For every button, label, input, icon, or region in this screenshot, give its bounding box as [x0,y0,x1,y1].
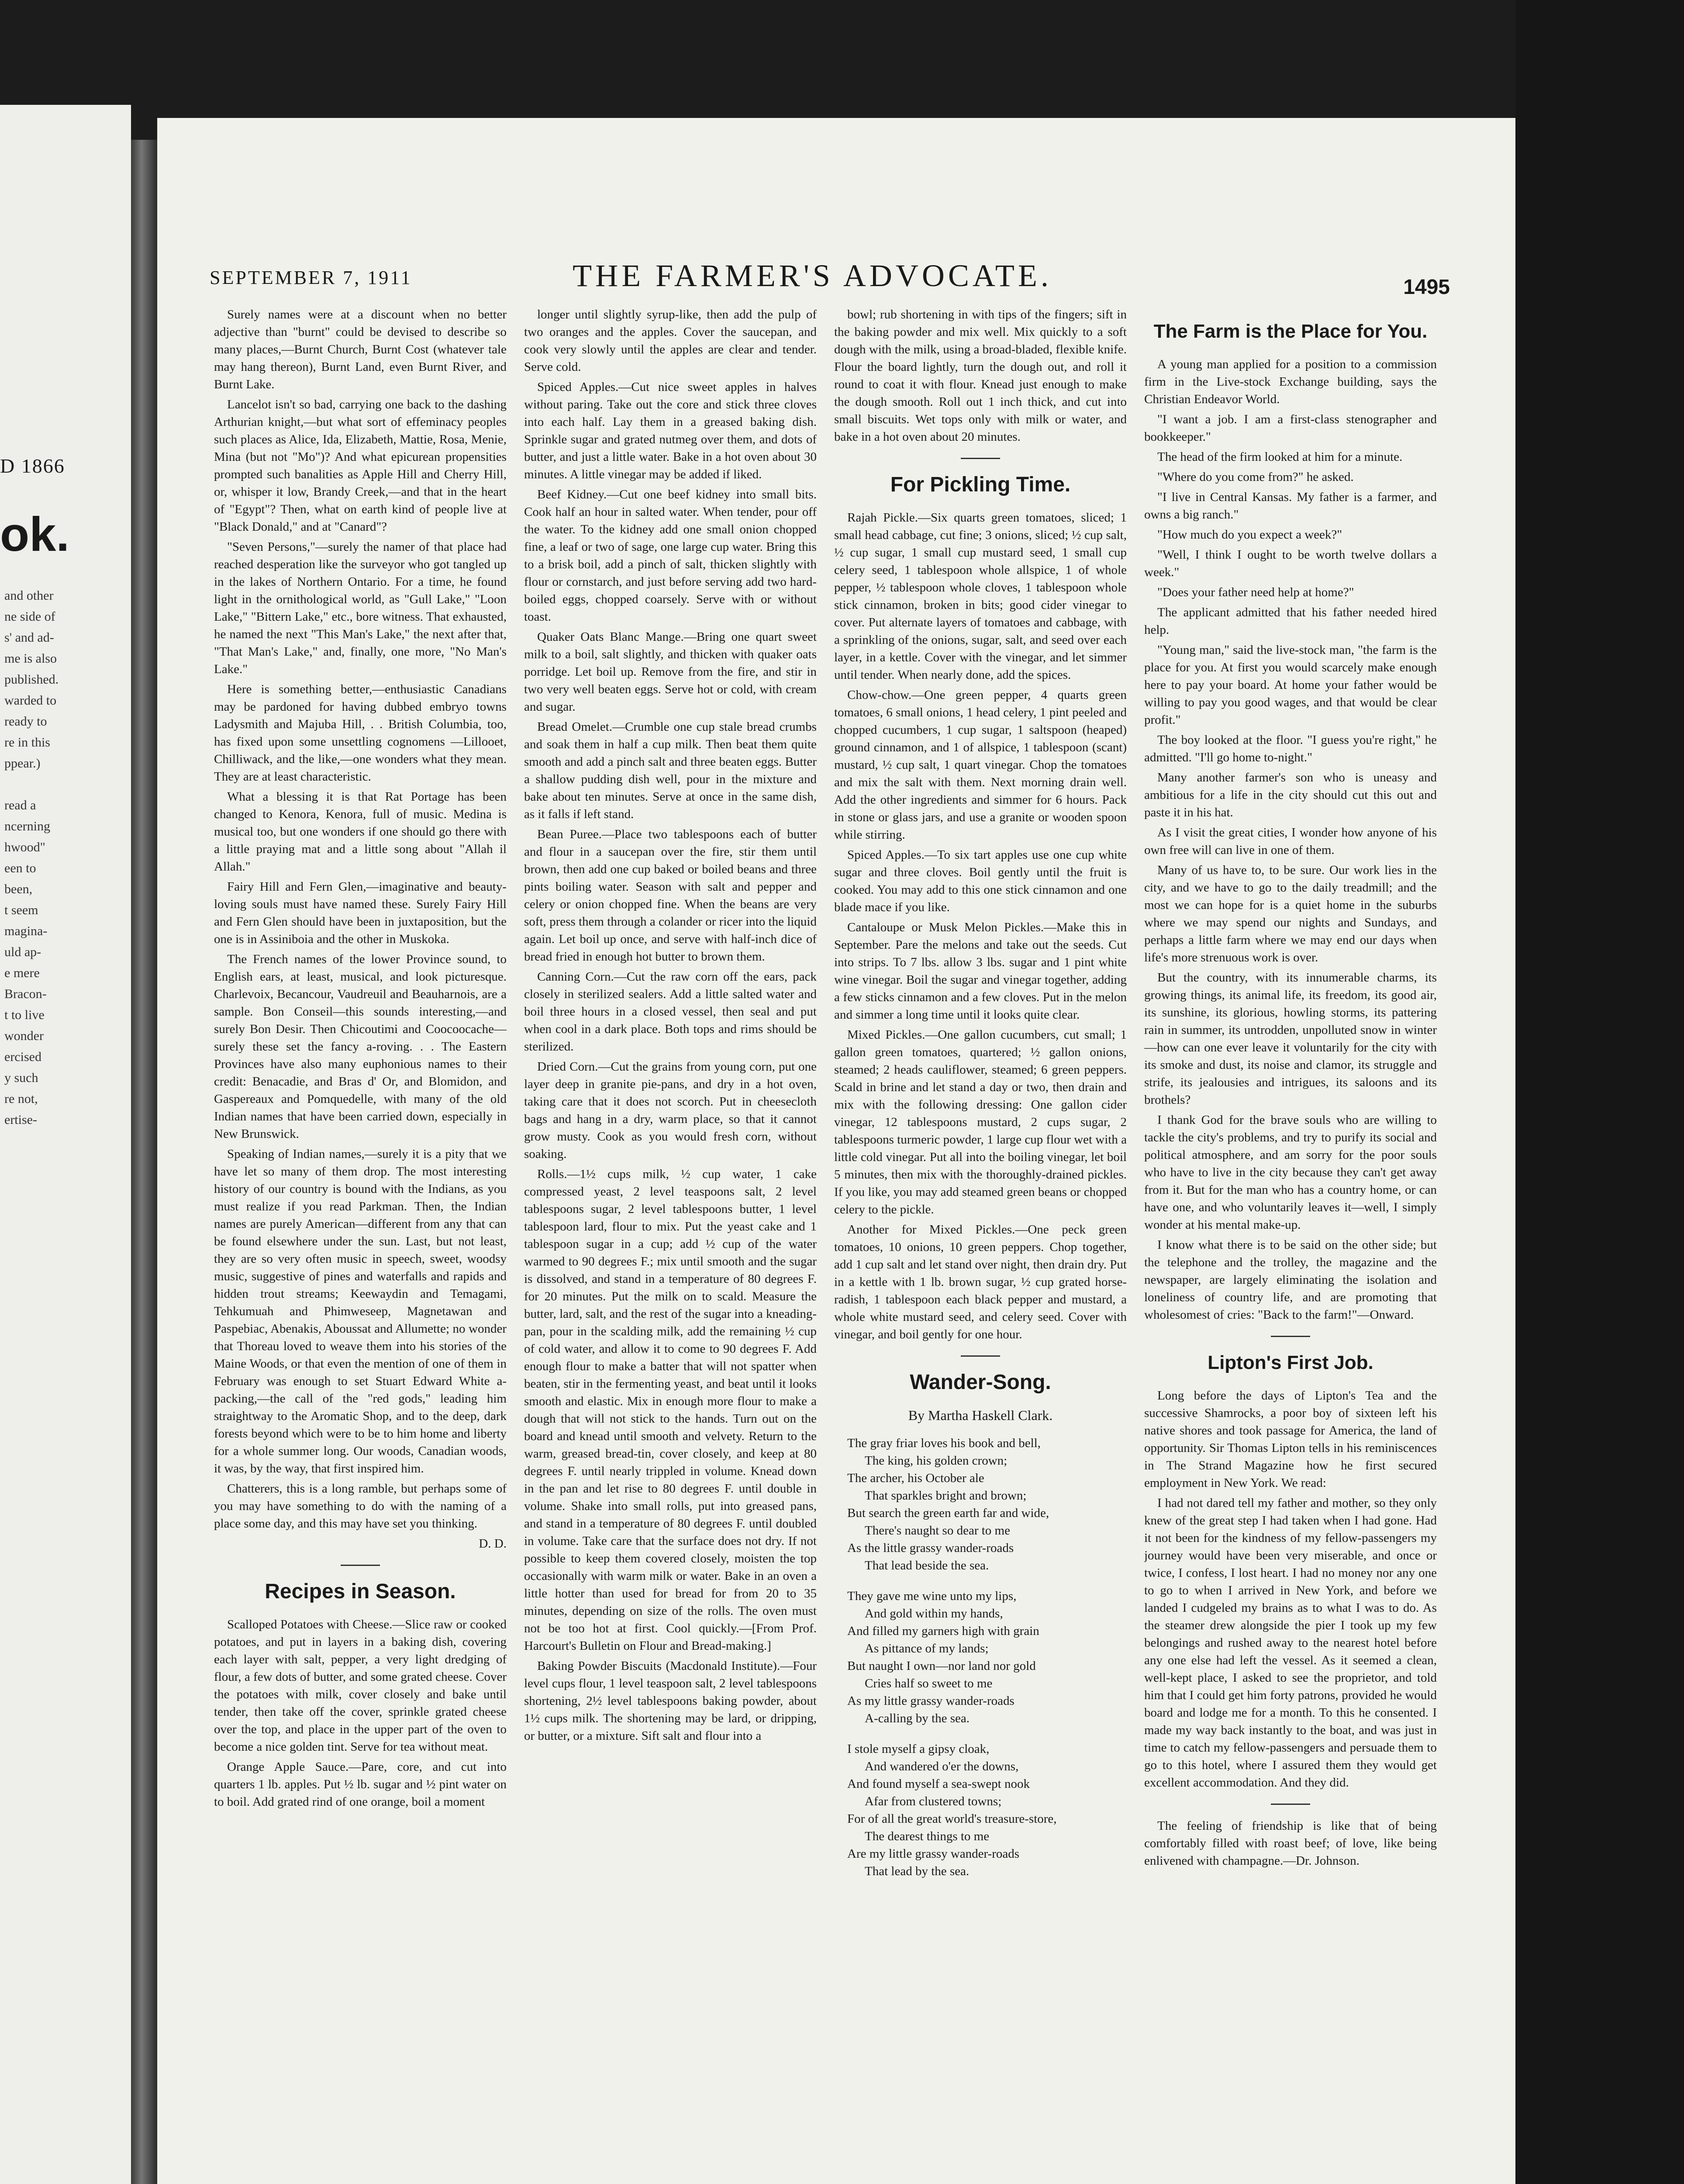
recipes-title: Recipes in Season. [265,1580,456,1603]
paragraph: "Well, I think I ought to be worth twelve dollars a week." [1144,548,1437,579]
fragment-line: me is also [4,651,57,666]
place-names-article [214,306,507,1532]
fragment-line: t to live [4,1008,45,1022]
paragraph: I had not dared tell my father and mother, so they only knew of the great step I had taken when I had gone. Had it not been for the kindness of my fellow-passengers my journey would have been very miserable, and once or twice, I confess, I lost heart. I had no money nor any one to go to when I arrived in New York, and before we landed I cudgeled my brains as to what I was to do. As the steamer drew alongside the pier I took up my few belongings and rushed away to the nearest hotel before any one else had left the vessel. As it seemed a clean, well-kept place, I asked to see the proprietor, and told him that I could get him forty patrons, provided he would board and lodge me for a month. To this he consented. I made my way back instantly to the boat, and was just in time to catch my fellow-passengers and persuade them to go to this hotel, where I assured them they would get excellent accommodation. And they did. [1144,1496,1437,1790]
fragment-line: ncerning [4,819,50,833]
recipe-continued [834,306,1127,446]
paragraph: Many of us have to, to be sure. Our work lies in the city, and we have to go to the daily treadmill; and the most we can hope for is a quiet home in the suburbs where we may spend our nights and Sundays, and perhaps a little farm where we may end our days when life's more strenuous work is over. [1144,863,1437,964]
fragment-line [4,774,127,795]
poem-line: There's naught so dear to me [865,1524,1010,1538]
paragraph: Long before the days of Lipton's Tea and the successive Shamrocks, a poor boy of sixteen left his native shores and took passage for America, the land of opportunity. Sir Thomas Lipton tells in his reminiscences in The Strand Magazine how he first secured employment in New York. We read: [1144,1389,1437,1490]
paragraph: What a blessing it is that Rat Portage has been changed to Kenora, Kenora, full of music. Medina is musical too, but one wonders if one should go there with a little praying mat and a little song about "Allah il Allah." [214,790,507,874]
pickling-title: For Pickling Time. [890,473,1071,496]
paragraph: I know what there is to be said on the other side; but the telephone and the trolley, the magazine and the newspaper, are largely eliminating the isolation and loneliness of country life, and are promoting that wholesomest of cries: "Back to the farm!"—Onward. [1144,1238,1437,1322]
fragment-line: Bracon- [4,987,47,1001]
poem-line: They gave me wine unto my lips, [847,1589,1017,1603]
recipe-paragraph: Quaker Oats Blanc Mange.—Bring one quart sweet milk to a boil, salt slightly, and thicken with quaker oats porridge. Let boil up. Remove from the fire, and stir in two very well beaten eggs. Serve hot or cold, with cream and sugar. [524,630,817,714]
signature: D. D. [479,1537,507,1551]
masthead-title: THE FARMER'S ADVOCATE. [573,258,1052,293]
paragraph: The boy looked at the floor. "I guess you're right," he admitted. "I'll go home to-night." [1144,733,1437,764]
fragment-line: uld ap- [4,945,41,959]
paragraph: "How much do you expect a week?" [1157,528,1342,542]
fragment-line: y such [4,1071,38,1085]
fragment-line: ercised [4,1050,41,1064]
recipes-list [214,1616,507,1811]
column-1 [214,306,507,2184]
recipe-paragraph: Spiced Apples.—Cut nice sweet apples in halves without paring. Take out the core and stick three cloves into each half. Lay them in a greased baking dish. Sprinkle sugar and grated nutmeg over them, and dots of butter, and just a little water. Bake in a hot oven about 30 minutes. A little vinegar may be added if liked. [524,380,817,481]
poem-line: The king, his golden crown; [865,1454,1008,1468]
fragment-line: read a [4,798,36,812]
poem-line: Cries half so sweet to me [865,1676,993,1690]
separator [961,458,1000,459]
running-head [157,258,1467,301]
poem-line: And wandered o'er the downs, [865,1759,1019,1773]
pickle-recipe: Spiced Apples.—To six tart apples use one cup white sugar and three cloves. Boil gently until the fruit is cooked. You may add to this one stick cinnamon and one blade mace if you like. [834,848,1127,914]
fragment-line: warded to [4,693,57,708]
paragraph: Chatterers, this is a long ramble, but perhaps some of you may have something to do with the naming of a place some day, and this may have set you thinking. [214,1482,507,1531]
separator [1271,1336,1310,1337]
previous-page-heading: ok. [0,508,69,561]
previous-page-fragment [0,105,131,2184]
paragraph: "I want a job. I am a first-class stenographer and bookkeeper." [1144,412,1437,444]
lipton-article-title: Lipton's First Job. [1208,1352,1373,1373]
lipton-article [1144,1387,1437,1791]
pickle-recipe: Mixed Pickles.—One gallon cucumbers, cut small; 1 gallon green tomatoes, quartered; ½ gallon onions, steamed; 2 heads cauliflower, steamed; 6 green peppers. Scald in brine and let stand a day or two, then drain and mix with the following dressing: One gallon cider vinegar, 12 tablespoons mustard, 2 cups sugar, 2 tablespoons turmeric powder, 1 large cup flour wet with a little cold vinegar. Put all into the boiling vinegar, let boil 5 minutes, then mix with the thoroughly-drained pickles. If you like, you may add steamed green beans or chopped celery to the pickle. [834,1028,1127,1216]
fragment-line: re in this [4,735,50,750]
page-number: 1495 [1403,276,1450,299]
paragraph: "Where do you come from?" he asked. [1157,470,1354,484]
poem-line: But naught I own—nor land nor gold [847,1659,1036,1673]
pickle-recipe: Cantaloupe or Musk Melon Pickles.—Make this in September. Pare the melons and take out the seeds. Cut into strips. To 7 lbs. allow 3 lbs. sugar and 1 pint white wine vinegar. Boil the sugar and vinegar together, adding a few sticks cinnamon and a few cloves. Put in the melon and simmer a long time until it looks quite clear. [834,920,1127,1022]
issue-date: SEPTEMBER 7, 1911 [210,267,412,288]
poem-line: That lead by the sea. [865,1864,970,1878]
poem-line: The archer, his October ale [847,1471,984,1485]
book-gutter [131,140,157,2184]
poem-line: That sparkles bright and brown; [865,1489,1027,1503]
paragraph: The applicant admitted that his father needed hired help. [1144,605,1437,637]
poem-body [834,1434,1127,1880]
paragraph: The head of the firm looked at him for a minute. [1157,450,1403,464]
poem-byline: By Martha Haskell Clark. [908,1407,1053,1423]
poem-line: A-calling by the sea. [865,1711,970,1725]
poem-line: As pittance of my lands; [865,1641,989,1655]
paragraph: Lancelot isn't so bad, carrying one back to the dashing Arthurian knight,—but what sort of effeminacy peoples such places as Alice, Ida, Elizabeth, Mattie, Rosa, Menie, Mina (but not "Mo")? And what epicurean propensities prompted such banalities as Apple Hill and Cherry Hill, or, whisper it low, Brandy Creek,—and that in the heart of "Egypt"? Then, what on earth kind of people live at "Black Donald," and at "Canard"? [214,397,507,534]
paragraph: Here is something better,—enthusiastic Canadians may be pardoned for having dubbed embryo towns Ladysmith and Majuba Hill, . . British Columbia, too, has fixed upon some unsettling cognomens —Lillooet, Chilliwack, and the like,—one wonders what they mean. They are at least characteristic. [214,682,507,784]
paragraph: "Seven Persons,"—surely the namer of that place had reached desperation like the surveyor who got tangled up in the lakes of Northern Ontario. For a time, he found light in the ornithological world, as "Gull Lake," "Loon Lake," "Bittern Lake," etc., bore witness. That exhausted, he named the next "This Man's Lake," the next after that, "That Man's Lake," and, finally, one more, "No Man's Lake." [214,540,507,676]
fragment-line: wonder [4,1029,44,1043]
fragment-line: magina- [4,924,48,938]
fragment-line: ertise- [4,1113,37,1127]
fragment-line: and other [4,588,54,603]
fragment-line: been, [4,882,33,896]
separator [341,1565,380,1566]
newspaper-page [157,118,1515,2184]
recipes-continued [524,306,817,1745]
poem-line: As my little grassy wander-roads [847,1694,1015,1708]
separator [961,1355,1000,1357]
fragment-line: re not, [4,1092,38,1106]
farm-article-title: The Farm is the Place for You. [1153,321,1428,342]
recipe-paragraph: Rolls.—1½ cups milk, ½ cup water, 1 cake compressed yeast, 2 level teaspoons salt, 2 level tablespoons sugar, 2 level tablespoons butter, 1 level tablespoon lard, flour to mix. Put the yeast cake and 1 tablespoon sugar in a cup; add ½ cup of the water warmed to 90 degrees F.; mix until smooth and the sugar is dissolved, and stand in a temperature of 80 degrees F. for 20 minutes. Put the milk on to scald. Measure the butter, lard, salt, and the rest of the sugar into a kneading-pan, pour in the scalding milk, add the remaining ½ cup of cold water, and allow it to come to 90 degrees F. Add enough flour to make a batter that will not spatter when beaten, stir in the fermenting yeast, and beat until it looks smooth and elastic. Mix in enough more flour to make a dough that will not stick to the hands. Turn out on the board and knead until smooth and velvety. Return to the warm, greased bread-tin, cover closely, and keep at 80 degrees F. until nearly trippled in volume. Knead down in the pan and let rise to 80 degrees F. until double in volume. Shake into small rolls, put into greased pans, and stand in a temperature of 80 degrees F. until doubled in volume. Take care that the surface does not dry. If not possible to keep them covered closely, moisten the top occasionally with warm milk or water. Bake in an oven a little hotter than used for bread for from 20 to 35 minutes, depending on size of the rolls. The oven must not be too hot at first. Cool quickly.—[From Prof. Harcourt's Bulletin on Flour and Bread-making.] [524,1167,817,1653]
poem-title: Wander-Song. [910,1371,1051,1394]
poem-line: I stole myself a gipsy cloak, [847,1742,990,1756]
recipe-paragraph: Beef Kidney.—Cut one beef kidney into small bits. Cook half an hour in salted water. When tender, pour off the water. To the kidney add one small onion chopped fine, a leaf or two of sage, one large cup water. Bring this to a brisk boil, add a pinch of salt, thicken slightly with flour or cornstarch, and just before serving add two hard-boiled eggs, chopped coarsely. Serve with or without toast. [524,487,817,624]
farm-article [1144,356,1437,1324]
poem-line: As the little grassy wander-roads [847,1541,1014,1555]
separator [1271,1804,1310,1805]
friendship-quote: The feeling of friendship is like that of being comfortably filled with roast beef; of love, like being enlivened with champagne.—Dr. Johnson. [1144,1819,1437,1868]
paragraph: I thank God for the brave souls who are willing to tackle the city's problems, and try to purify its social and political atmosphere, and am sorry for the poor souls who have to live in the city because they can't get away from it. But for the man who has a country home, or can have one, and who voluntarily leaves it—well, I simply wonder at his mental make-up. [1144,1113,1437,1232]
paragraph: Speaking of Indian names,—surely it is a pity that we have let so many of them drop. The most interesting history of our country is bound with the Indians, as you must realize if you read Parkman. Then, the Indian names are purely American—different from any that can be found elsewhere under the sun. Last, but not least, they are so very often music in speech, sweet, woodsy music, suggestive of pines and waterfalls and rapids and hidden trout streams; Keewaydin and Temagami, Tehkumuah and Phimweseep, Magnetawan and Paspebiac, Abenakis, Aboussat and Allumette; no wonder that Thoreau loved to weave them into his stories of the Maine Woods, or that even the mention of one of them in February was enough to set Stuart Edward White a-packing,—the call of the "red gods," leading him straightway to the Aromatic Shop, and to the deep, dark forests beyond which were to be to him home and liberty for a whole summer long. Our woods, Canadian woods, it was, by the way, that first inspired him. [214,1147,507,1476]
pickle-recipe: Chow-chow.—One green pepper, 4 quarts green tomatoes, 6 small onions, 1 head celery, 1 pint peeled and chopped cucumbers, 1 cup sugar, 1 saltspoon (heaped) ground cinnamon, and 1 of allspice, 1 tablespoon (scant) mustard, ½ cup salt, 1 quart vinegar. Chop the tomatoes and mix the salt with them. Next morning drain well. Add the other ingredients and simmer for 6 hours. Pack in stone or glass jars, and use a granite or wooden spoon while stirring. [834,688,1127,842]
poem-line: And gold within my hands, [865,1607,1003,1621]
recipe-paragraph: longer until slightly syrup-like, then add the pulp of two oranges and the apples. Cover the saucepan, and cook very slowly until the apples are clear and tender. Serve cold. [524,308,817,374]
previous-page-text [4,585,127,1130]
recipe-paragraph: Baking Powder Biscuits (Macdonald Institute).—Four level cups flour, 1 level teaspoon salt, 2 level tablespoons shortening, 2½ level tablespoons baking powder, about 1½ cups milk. The shortening may be lard, or dripping, or butter, or a mixture. Sift salt and flour into a [524,1659,817,1743]
fragment-line: ready to [4,714,47,729]
fragment-line: hwood" [4,840,45,854]
column-3 [834,306,1127,2184]
fragment-line: een to [4,861,36,875]
recipe-paragraph: Scalloped Potatoes with Cheese.—Slice raw or cooked potatoes, and put in layers in a baking dish, covering each layer with salt, pepper, a very light dredging of flour, a few dots of butter, and some grated cheese. Cover the potatoes with milk, cover closely and bake until tender, then take off the cover, sprinkle grated cheese over the top, and place in the upper part of the oven to become a nice golden tint. Serve for tea without meat. [214,1617,507,1754]
poem-line: The dearest things to me [865,1829,990,1843]
fragment-line: ne side of [4,609,55,624]
previous-page-header: D 1866 [0,455,65,477]
stanza-break [847,1727,1127,1740]
column-2 [524,306,817,2184]
paragraph: Fairy Hill and Fern Glen,—imaginative and beauty-loving souls must have named these. Surely Fairy Hill and Fern Glen should have been in juxtaposition, but the one is in Assiniboia and the other in Muskoka. [214,880,507,946]
fragment-line: s' and ad- [4,630,54,645]
paragraph: "Young man," said the live-stock man, "the farm is the place for you. At first you would scarcely make enough here to pay your board. At home your father would be willing to pay you good wages, and that would be clear profit." [1144,643,1437,727]
fragment-line: t seem [4,903,38,917]
fragment-line: e mere [4,966,40,980]
stanza-break [847,1574,1127,1587]
paragraph: Many another farmer's son who is uneasy and ambitious for a life in the city should cut this out and paste it in his hat. [1144,771,1437,819]
pickling-recipes [834,509,1127,1343]
poem-line: The gray friar loves his book and bell, [847,1436,1041,1450]
recipe-paragraph: Canning Corn.—Cut the raw corn off the ears, pack closely in sterilized sealers. Add a little salted water and boil three hours in a closed vessel, then seal and put when cool in a dark place. Both tops and rims should be sterilized. [524,970,817,1054]
paragraph: "I live in Central Kansas. My father is a farmer, and owns a big ranch." [1144,490,1437,522]
recipe-paragraph: Bean Puree.—Place two tablespoons each of butter and flour in a saucepan over the fire, stir them until brown, then add one cup baked or boiled beans and three pints boiling water. Season with salt and pepper and celery or onion chopped fine. When the beans are very soft, press them through a colander or ricer into the liquid again. Let boil up once, and serve with half-inch dice of bread fried in enough hot butter to brown them. [524,827,817,964]
recipe-paragraph: bowl; rub shortening in with tips of the fingers; sift in the baking powder and mix well. Mix quickly to a soft dough with the milk, using a broad-bladed, flexible knife. Flour the board lightly, turn the dough out, and roll it round to coat it with flour. Knead just enough to make the dough smooth. Roll out 1 inch thick, and cut into small biscuits. Wet tops only with milk or water, and bake in a hot oven about 20 minutes. [834,308,1127,444]
poem-line: Are my little grassy wander-roads [847,1847,1020,1861]
recipe-paragraph: Dried Corn.—Cut the grains from young corn, put one layer deep in granite pie-pans, and dry in a hot oven, taking care that it does not scorch. Put in cheesecloth bags and hang in a dry, warm place, so that it cannot grow musty. Cook as you would fresh corn, without soaking. [524,1060,817,1161]
recipe-paragraph: Orange Apple Sauce.—Pare, core, and cut into quarters 1 lb. apples. Put ½ lb. sugar and ½ pint water on to boil. Add grated rind of one orange, boil a moment [214,1760,507,1809]
paragraph: Surely names were at a discount when no better adjective than "burnt" could be devised to describe so many places,—Burnt Church, Burnt Cost (whatever tale may hang thereon), Burnt Land, even Burnt River, and Burnt Lake. [214,308,507,391]
poem-line: That lead beside the sea. [865,1559,989,1572]
fragment-line: published. [4,672,59,687]
column-4 [1144,306,1437,2184]
paragraph: As I visit the great cities, I wonder how anyone of his own free will can live in one of them. [1144,826,1437,857]
pickle-recipe: Another for Mixed Pickles.—One peck green tomatoes, 10 onions, 10 green peppers. Chop together, add 1 cup salt and let stand over night, then drain dry. Put in a kettle with 1 lb. brown sugar, ½ cup grated horse-radish, 1 tablespoon each black pepper and mustard, a whole white mustard seed, and celery seed. Cover with vinegar, and boil gently for one hour. [834,1223,1127,1341]
pickle-recipe: Rajah Pickle.—Six quarts green tomatoes, sliced; 1 small head cabbage, cut fine; 3 onions, sliced; ½ cup salt, ½ cup sugar, 1 small cup mustard seed, 1 small cup celery seed, 1 tablespoon whole allspice, 1 of whole pepper, ½ tablespoon whole cloves, 1 tablespoon whole stick cinnamon, broken in bits; good cider vinegar to cover. Put alternate layers of tomatoes and cabbage, with a sprinkling of the onions, sugar, salt, and seed over each layer, in a kettle. Cover with the vinegar, and let simmer until tender. When nearly done, add the spices. [834,511,1127,682]
paragraph: "Does your father need help at home?" [1157,585,1354,599]
article-columns [157,306,1467,2184]
poem-line: And filled my garners high with grain [847,1624,1039,1638]
paragraph: But the country, with its innumerable charms, its growing things, its animal life, its freedom, its good air, its sunshine, its glorious, howling storms, its pattering rain in summer, its untrodden, unpolluted snow in winter—how can one ever leave it voluntarily for the city with its smoke and dust, its noise and clamor, its struggle and strife, its jealousies and intrigues, its saloons and its brothels? [1144,971,1437,1107]
paragraph: The French names of the lower Province sound, to English ears, at least, musical, and look picturesque. Charlevoix, Becancour, Vaudreuil and Beauharnois, are a sample. Bon Conseil—this sounds interesting,—and surely Bon Desir. Then Chicoutimi and Coocoocache—surely these set the fancy a-roving. . . The Eastern Provinces have also many euphonious names to their credit: Benacadie, and Bras d' Or, and Blomidon, and Gaspereaux and Pomquedelle, with many of the old Indian names that have been carried down, especially in New Brunswick. [214,952,507,1141]
poem-line: Afar from clustered towns; [865,1794,1002,1808]
fragment-line: ppear.) [4,756,41,771]
poem-line: But search the green earth far and wide, [847,1506,1049,1520]
paragraph: A young man applied for a position to a commission firm in the Live-stock Exchange building, says the Christian Endeavor World. [1144,357,1437,406]
recipe-paragraph: Bread Omelet.—Crumble one cup stale bread crumbs and soak them in half a cup milk. Then beat them quite smooth and add a pinch salt and three beaten eggs. Butter a shallow pudding dish well, pour in the mixture and bake about ten minutes. Serve at once in the same dish, as it falls if left stand. [524,720,817,821]
poem-line: For of all the great world's treasure-store, [847,1812,1057,1826]
scan-edge-right [1515,0,1684,2184]
poem-line: And found myself a sea-swept nook [847,1777,1030,1791]
